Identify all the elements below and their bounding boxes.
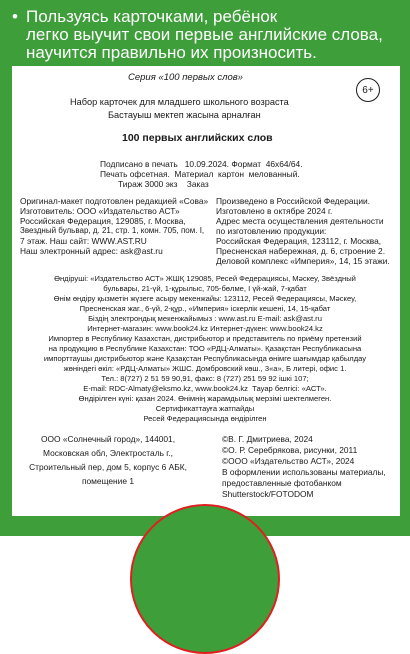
bottom-left-line: ООО «Солнечный город», 144001, — [40, 434, 176, 444]
headline-line-1: Пользуясь карточками, ребёнок — [26, 7, 278, 26]
kz-line: импорттаушы дистрибьютор және Қазақстан Республикасында өнімге шағымдар қабылдау — [43, 354, 367, 363]
kz-line: Пресненская жаг., 6-үй, 2-құр., «Империя» іскерлік кешені, 14, 15-қабат — [79, 304, 331, 313]
bottom-right-line: ©ООО «Издательство АСТ», 2024 — [222, 456, 355, 466]
age-rating-badge: 6+ — [356, 78, 380, 102]
bottom-right-line: Shutterstock/FOTODOM — [222, 489, 314, 499]
print-info-line: Подписано в печать 10.09.2024. Формат 46х64/64. — [100, 159, 303, 169]
kz-line: Өнім өндіру қызметін жүзеге асыру мекенжайы: 123112, Ресей Федерациясы, Мәскеу, — [53, 294, 357, 303]
kz-line: Интернет-магазин: www.book24.kz Интернет-дүкен: www.book24.kz — [87, 324, 323, 333]
kz-line: Тел.: 8(727) 2 51 59 90,91, факс: 8 (727) 251 59 92 ішкі 107; — [101, 374, 309, 383]
kz-line: на продукцию в Республике Казахстан: ТОО «РДЦ-Алматы». Қазақстан Республикасына — [48, 344, 362, 353]
right-col-line: Деловой комплекс «Империя», 14, 15 этажи. — [216, 256, 390, 266]
series-name: Серия «100 первых слов» — [128, 72, 243, 83]
kz-line: Ресей Федерациясында өндірілген — [143, 414, 267, 423]
headline-line-3: научится правильно их произносить. — [26, 43, 317, 62]
kz-line: Өндіруші: «Издательство АСТ» ЖШҚ 129085, Ресей Федерациясы, Мәскеу, Звёздный — [54, 274, 356, 283]
bottom-left-line: помещение 1 — [81, 476, 134, 486]
bottom-right-line: предоставленные фотобанком — [222, 478, 342, 488]
kz-line: Сертификаттауға жатпайды — [155, 404, 255, 413]
kz-line: Импортер в Республику Казахстан, дистрибьютор и представитель по приёму претензий — [48, 334, 362, 343]
right-col-line: Изготовлено в октябре 2024 г. — [216, 206, 333, 216]
print-info-line: Печать офсетная. Материал картон мелованный. — [100, 169, 300, 179]
left-col-line: 7 этаж. Наш сайт: WWW.AST.RU — [20, 236, 147, 246]
bottom-right-line: В оформлении использованы материалы, — [222, 467, 386, 477]
kz-line: E-mail: RDC-Almaty@eksmo.kz, www.book24.kz Тауар белгісі: «АСТ». — [83, 384, 327, 393]
subtitle-kz: Бастауыш мектеп жасына арналған — [108, 110, 261, 120]
right-col-line: по изготовлению продукции: — [216, 226, 327, 236]
left-col-line: Наш электронный адрес: ask@ast.ru — [20, 246, 163, 256]
left-green-border — [0, 64, 12, 536]
bottom-right-line: ©В. Г. Дмитриева, 2024 — [222, 434, 313, 444]
red-circle-decoration — [130, 504, 280, 654]
right-col-line: Адрес места осуществления деятельности — [216, 216, 384, 226]
headline-bullet: • — [12, 7, 18, 26]
left-col-line: Изготовитель: ООО «Издательство АСТ» — [20, 206, 180, 216]
right-col-line: Пресненская набережная, д. 6, строение 2. — [216, 246, 386, 256]
right-green-border — [400, 64, 410, 536]
right-col-line: Произведено в Российской Федерации. — [216, 196, 371, 206]
right-col-line: Российская Федерация, 123112, г. Москва, — [216, 236, 382, 246]
bottom-right-line: ©О. Р. Серебрякова, рисунки, 2011 — [222, 445, 358, 455]
headline — [12, 7, 396, 62]
print-info-line: Тираж 3000 экз Заказ — [118, 179, 209, 189]
left-col-line: Российская Федерация, 129085, г. Москва, — [20, 216, 186, 226]
kz-line: Өндірілген күні: қазан 2024. Өнімнің жарамдылық мерзімі шектелмеген. — [78, 394, 332, 403]
bottom-left-line: Строительный пер, дом 5, корпус 6 АБК, — [29, 462, 187, 472]
kz-line: бульвары, 21-үй, 1-құрылыс, 705-бөлме, І үй-жай, 7-қабат — [103, 284, 307, 293]
left-col-line: Звездный бульвар, д. 21, стр. 1, комн. 705, пом. I, — [20, 226, 205, 235]
kz-line: Біздің электрондық мекенжайымыз : www.ast.ru E-mail: ask@ast.ru — [88, 314, 322, 323]
headline-line-2: легко выучит свои первые английские слова, — [26, 25, 383, 44]
bottom-left-line: Московская обл, Электросталь г., — [43, 448, 173, 458]
subtitle-ru: Набор карточек для младшего школьного возраста — [70, 97, 289, 107]
kz-line: жөніндегі өкіл: «РДЦ-Алматы» ЖШС. Домбровский көш., 3«а», Б литері, офис 1. — [63, 364, 347, 373]
left-col-line: Оригинал-макет подготовлен редакцией «Сова» — [20, 196, 209, 206]
product-title: 100 первых английских слов — [122, 132, 273, 144]
